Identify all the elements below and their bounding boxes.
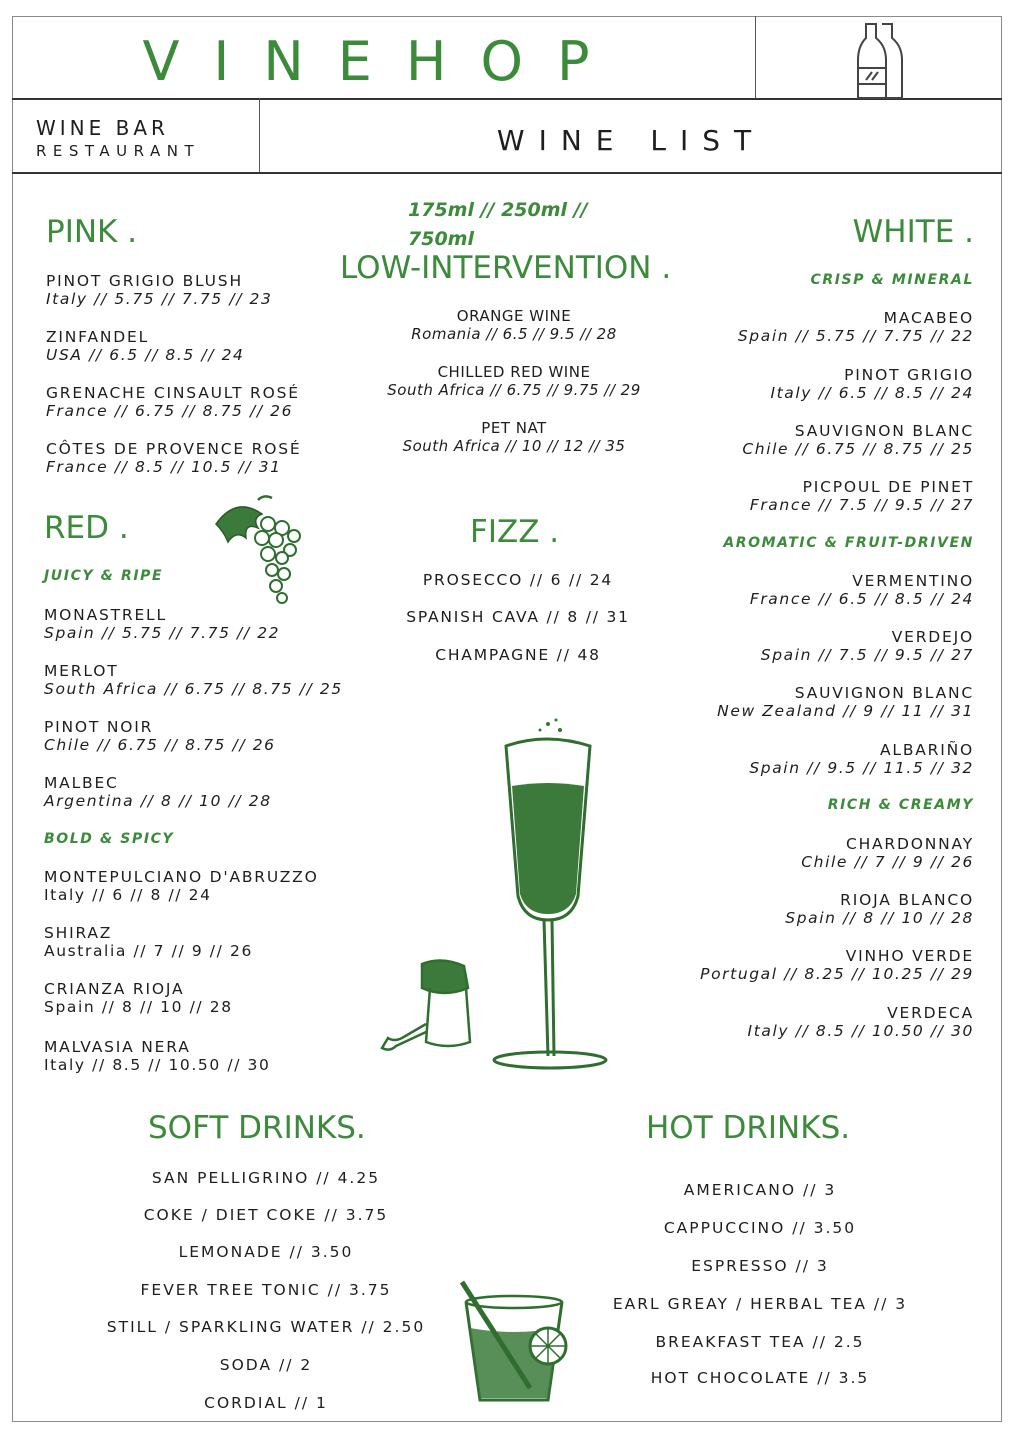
soft-drink-item: STILL / SPARKLING WATER // 2.50 bbox=[106, 1318, 426, 1336]
wine-detail: South Africa // 6.75 // 8.75 // 25 bbox=[44, 680, 343, 698]
hot-drink-item: CAPPUCCINO // 3.50 bbox=[663, 1219, 857, 1237]
wine-detail: France // 7.5 // 9.5 // 27 bbox=[749, 496, 974, 514]
wine-detail: Italy // 6.5 // 8.5 // 24 bbox=[770, 384, 974, 402]
wine-item bbox=[749, 741, 974, 778]
sizes-note-line1: 175ml // 250ml // bbox=[408, 199, 588, 221]
wine-name: ZINFANDEL bbox=[46, 328, 150, 346]
wine-name: MALVASIA NERA bbox=[44, 1038, 191, 1056]
subsection-aromatic: AROMATIC & FRUIT-DRIVEN bbox=[723, 535, 974, 551]
wine-name: CÔTES DE PROVENCE ROSÉ bbox=[46, 440, 302, 458]
section-title-hot-drinks: HOT DRINKS. bbox=[646, 1110, 851, 1146]
wine-item bbox=[364, 363, 664, 400]
wine-detail: Spain // 5.75 // 7.75 // 22 bbox=[44, 624, 281, 642]
wine-detail: France // 8.5 // 10.5 // 31 bbox=[46, 458, 282, 476]
wine-detail: Spain // 7.5 // 9.5 // 27 bbox=[760, 646, 974, 664]
wine-detail: Italy // 8.5 // 10.50 // 30 bbox=[747, 1022, 974, 1040]
wine-detail: South Africa // 10 // 12 // 35 bbox=[402, 437, 626, 455]
wine-name: ALBARIÑO bbox=[879, 741, 974, 759]
subsection-crisp-mineral: CRISP & MINERAL bbox=[810, 272, 974, 288]
wine-name: VERMENTINO bbox=[852, 572, 974, 590]
wine-item bbox=[44, 718, 276, 755]
wine-name: PICPOUL DE PINET bbox=[802, 478, 974, 496]
wine-item bbox=[700, 947, 974, 984]
wine-item bbox=[742, 422, 974, 459]
section-title-low-intervention: LOW-INTERVENTION . bbox=[340, 250, 672, 286]
cork-icon bbox=[378, 954, 490, 1058]
wine-name: PINOT GRIGIO bbox=[844, 366, 974, 384]
wine-item bbox=[801, 835, 974, 872]
wine-name: SAUVIGNON BLANC bbox=[794, 422, 974, 440]
wine-detail: Italy // 5.75 // 7.75 // 23 bbox=[46, 290, 273, 308]
subsection-juicy-ripe: JUICY & RIPE bbox=[44, 568, 164, 584]
wine-detail: Spain // 5.75 // 7.75 // 22 bbox=[737, 327, 974, 345]
soft-drink-item: LEMONADE // 3.50 bbox=[178, 1243, 354, 1261]
hot-drink-item: AMERICANO // 3 bbox=[683, 1181, 837, 1199]
grapes-icon bbox=[210, 494, 310, 614]
wine-detail: Italy // 8.5 // 10.50 // 30 bbox=[44, 1056, 271, 1074]
wine-detail: Chile // 6.75 // 8.75 // 26 bbox=[44, 736, 276, 754]
wine-detail: Portugal // 8.25 // 10.25 // 29 bbox=[700, 965, 974, 983]
brand-logo-text: VINEHOP bbox=[142, 30, 624, 93]
wine-detail: Chile // 7 // 9 // 26 bbox=[801, 853, 974, 871]
wine-name: VERDECA bbox=[887, 1004, 974, 1022]
wine-detail: Spain // 8 // 10 // 28 bbox=[785, 909, 974, 927]
wine-name: PINOT NOIR bbox=[44, 718, 154, 736]
wine-item bbox=[44, 980, 233, 1017]
soft-drink-item: FEVER TREE TONIC // 3.75 bbox=[140, 1281, 392, 1299]
wine-detail: Italy // 6 // 8 // 24 bbox=[44, 886, 212, 904]
wine-name: PINOT GRIGIO BLUSH bbox=[46, 272, 243, 290]
sizes-note-line2: 750ml bbox=[408, 228, 474, 250]
bottles-icon bbox=[852, 20, 908, 100]
wine-detail: South Africa // 6.75 // 9.75 // 29 bbox=[387, 381, 641, 399]
wine-detail: France // 6.75 // 8.75 // 26 bbox=[46, 402, 294, 420]
wine-item bbox=[44, 662, 343, 699]
wine-item bbox=[46, 272, 272, 309]
hot-drink-item: ESPRESSO // 3 bbox=[691, 1257, 829, 1275]
wine-item bbox=[761, 628, 974, 665]
wine-item bbox=[44, 774, 272, 811]
header-divider-bottom bbox=[12, 172, 1002, 174]
wine-item bbox=[46, 384, 300, 421]
wine-item bbox=[738, 309, 974, 346]
wine-item bbox=[785, 891, 974, 928]
sizes-note bbox=[408, 196, 638, 254]
wine-name: VERDEJO bbox=[891, 628, 974, 646]
section-title-fizz: FIZZ . bbox=[470, 514, 560, 550]
fizz-item: CHAMPAGNE // 48 bbox=[435, 646, 601, 664]
wine-detail: Australia // 7 // 9 // 26 bbox=[44, 942, 253, 960]
wine-name: CHILLED RED WINE bbox=[437, 363, 591, 381]
wine-list-title: WINE LIST bbox=[496, 124, 766, 157]
wine-name: CRIANZA RIOJA bbox=[44, 980, 185, 998]
wine-name: MERLOT bbox=[44, 662, 119, 680]
wine-item bbox=[44, 924, 253, 961]
wine-detail: France // 6.5 // 8.5 // 24 bbox=[749, 590, 974, 608]
header-vdivider-right bbox=[755, 16, 756, 98]
wine-item bbox=[364, 419, 664, 456]
section-title-soft-drinks: SOFT DRINKS. bbox=[148, 1110, 366, 1146]
wine-item bbox=[44, 606, 280, 643]
hot-drink-item: HOT CHOCOLATE // 3.5 bbox=[650, 1369, 870, 1387]
soft-drink-item: COKE / DIET COKE // 3.75 bbox=[143, 1206, 389, 1224]
soft-drink-item: SAN PELLIGRINO // 4.25 bbox=[151, 1169, 381, 1187]
wine-detail: Argentina // 8 // 10 // 28 bbox=[44, 792, 272, 810]
champagne-glass-icon bbox=[490, 716, 630, 1072]
subsection-rich-creamy: RICH & CREAMY bbox=[827, 797, 974, 813]
wine-name: PET NAT bbox=[481, 419, 547, 437]
wine-detail: Spain // 9.5 // 11.5 // 32 bbox=[749, 759, 974, 777]
soft-drink-item: SODA // 2 bbox=[219, 1356, 313, 1374]
wine-name: VINHO VERDE bbox=[845, 947, 974, 965]
fizz-item: SPANISH CAVA // 8 // 31 bbox=[406, 608, 630, 626]
wine-name: MONTEPULCIANO D'ABRUZZO bbox=[44, 868, 319, 886]
wine-name: MONASTRELL bbox=[44, 606, 167, 624]
tagline-restaurant: RESTAURANT bbox=[36, 142, 201, 160]
wine-item bbox=[750, 572, 974, 609]
section-title-red: RED . bbox=[44, 510, 129, 546]
wine-item bbox=[46, 328, 245, 365]
wine-name: GRENACHE CINSAULT ROSÉ bbox=[46, 384, 300, 402]
wine-name: MALBEC bbox=[44, 774, 119, 792]
wine-name: ORANGE WINE bbox=[456, 307, 572, 325]
wine-detail: Romania // 6.5 // 9.5 // 28 bbox=[411, 325, 617, 343]
wine-detail: USA // 6.5 // 8.5 // 24 bbox=[46, 346, 245, 364]
wine-item bbox=[44, 868, 319, 905]
soft-drink-item: CORDIAL // 1 bbox=[204, 1394, 328, 1412]
wine-name: SHIRAZ bbox=[44, 924, 113, 942]
subsection-bold-spicy: BOLD & SPICY bbox=[44, 831, 175, 847]
wine-name: SAUVIGNON BLANC bbox=[794, 684, 974, 702]
hot-drink-item: BREAKFAST TEA // 2.5 bbox=[655, 1333, 865, 1351]
wine-item bbox=[46, 440, 302, 477]
tagline-wine-bar: WINE BAR bbox=[36, 116, 169, 140]
wine-item bbox=[770, 366, 974, 403]
wine-name: MACABEO bbox=[883, 309, 974, 327]
wine-detail: Spain // 8 // 10 // 28 bbox=[44, 998, 233, 1016]
section-title-pink: PINK . bbox=[46, 214, 138, 250]
section-title-white: WHITE . bbox=[852, 214, 974, 250]
wine-detail: Chile // 6.75 // 8.75 // 25 bbox=[742, 440, 974, 458]
wine-item bbox=[364, 307, 664, 344]
wine-name: RIOJA BLANCO bbox=[840, 891, 974, 909]
wine-item bbox=[44, 1038, 270, 1075]
wine-item bbox=[750, 478, 974, 515]
fizz-item: PROSECCO // 6 // 24 bbox=[422, 571, 614, 589]
wine-item bbox=[717, 684, 974, 721]
wine-name: CHARDONNAY bbox=[845, 835, 974, 853]
wine-item bbox=[748, 1004, 974, 1041]
hot-drink-item: EARL GREAY / HERBAL TEA // 3 bbox=[612, 1295, 908, 1313]
wine-detail: New Zealand // 9 // 11 // 31 bbox=[717, 702, 974, 720]
